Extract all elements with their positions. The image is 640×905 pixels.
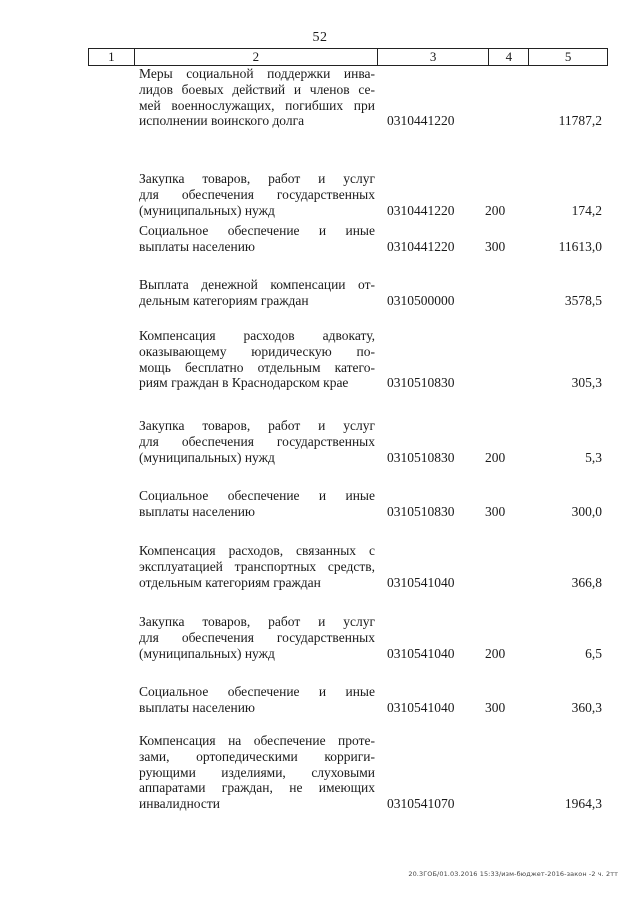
row-expense-kind: 200 (485, 645, 506, 661)
row-description-line: Компенсация расходов, связанных с (139, 543, 375, 558)
row-sum: 174,2 (571, 202, 602, 218)
row-expense-kind: 300 (485, 238, 506, 254)
row-code: 0310510830 (387, 375, 455, 391)
row-sum: 3578,5 (564, 292, 602, 308)
row-sum: 305,3 (571, 375, 602, 391)
row-description-line: Закупка товаров, работ и услуг (139, 171, 375, 186)
table-header (88, 48, 608, 66)
row-sum: 11787,2 (558, 113, 602, 129)
row-sum: 1964,3 (564, 796, 602, 812)
row-description (139, 223, 375, 255)
row-expense-kind: 200 (485, 202, 506, 218)
row-description-line: (муниципальных) нужд (139, 645, 275, 661)
row-description-line: выплаты населению (139, 699, 256, 715)
row-expense-kind: 200 (485, 449, 506, 465)
row-code: 0310441220 (387, 202, 455, 218)
row-code: 0310441220 (387, 113, 455, 129)
header-col-4: 4 (489, 49, 529, 65)
row-description-line: рующими изделиями, слуховыми (139, 764, 375, 780)
row-code: 0310510830 (387, 503, 455, 519)
row-sum: 6,5 (585, 645, 602, 661)
row-description-line: мощь бесплатно отдельным катего- (139, 359, 375, 375)
row-description-line: выплаты населению (139, 503, 256, 519)
row-description-line: Закупка товаров, работ и услуг (139, 418, 375, 433)
header-col-5: 5 (564, 49, 572, 64)
row-description-line: Социальное обеспечение и иные (139, 488, 375, 503)
row-description-line: Компенсация на обеспечение проте- (139, 733, 375, 748)
row-description-line: (муниципальных) нужд (139, 449, 275, 465)
footer-stamp: 20.3ГОБ/01.03.2016 15:33/изм-бюджет-2016-закон -2 ч. 2тт (408, 870, 618, 878)
row-description (139, 733, 375, 812)
row-code: 0310541040 (387, 645, 455, 661)
row-sum: 5,3 (585, 449, 602, 465)
row-description-line: дельным категориям граждан (139, 292, 309, 308)
row-code: 0310510830 (387, 449, 455, 465)
row-description-line: Выплата денежной компенсации от- (139, 277, 375, 292)
row-description-line: Закупка товаров, работ и услуг (139, 614, 375, 629)
row-description-line: Меры социальной поддержки инва- (139, 66, 375, 81)
row-description (139, 488, 375, 520)
row-description (139, 171, 375, 218)
row-description (139, 328, 375, 391)
row-sum: 11613,0 (558, 238, 602, 254)
row-expense-kind: 300 (485, 503, 506, 519)
header-col-3: 3 (378, 49, 490, 65)
row-description (139, 277, 375, 309)
row-code: 0310541070 (387, 796, 455, 812)
header-col-1: 1 (89, 49, 135, 65)
row-description-line: для обеспечения государственных (139, 629, 375, 645)
row-description-line: риям граждан в Краснодарском крае (139, 375, 349, 391)
row-description (139, 684, 375, 716)
row-sum: 300,0 (571, 503, 602, 519)
row-description-line: Компенсация расходов адвокату, (139, 328, 375, 343)
row-sum: 366,8 (571, 574, 602, 590)
row-description-line: выплаты населению (139, 238, 256, 254)
row-description-line: Социальное обеспечение и иные (139, 684, 375, 699)
row-description (139, 614, 375, 661)
row-description-line: отдельным категориям граждан (139, 574, 321, 590)
row-expense-kind: 300 (485, 699, 506, 715)
row-description-line: мей военнослужащих, погибших при (139, 97, 375, 113)
row-description (139, 418, 375, 465)
row-sum: 360,3 (571, 699, 602, 715)
row-description-line: для обеспечения государственных (139, 433, 375, 449)
row-description-line: для обеспечения государственных (139, 186, 375, 202)
row-code: 0310541040 (387, 574, 455, 590)
row-code: 0310441220 (387, 238, 455, 254)
row-description-line: инвалидности (139, 796, 221, 812)
row-description (139, 66, 375, 129)
row-code: 0310541040 (387, 699, 455, 715)
row-description-line: зами, ортопедическими корриги- (139, 748, 375, 764)
header-col-2: 2 (135, 49, 378, 65)
row-description-line: (муниципальных) нужд (139, 202, 275, 218)
row-description-line: исполнении воинского долга (139, 113, 305, 129)
row-description (139, 543, 375, 590)
row-description-line: Социальное обеспечение и иные (139, 223, 375, 238)
row-description-line: лидов боевых действий и членов се- (139, 81, 375, 97)
row-code: 0310500000 (387, 292, 455, 308)
row-description-line: эксплуатацией транспортных средств, (139, 558, 375, 574)
row-description-line: оказывающему юридическую по- (139, 343, 375, 359)
row-description-line: аппаратами граждан, не имеющих (139, 780, 375, 796)
page-number: 52 (312, 30, 328, 45)
